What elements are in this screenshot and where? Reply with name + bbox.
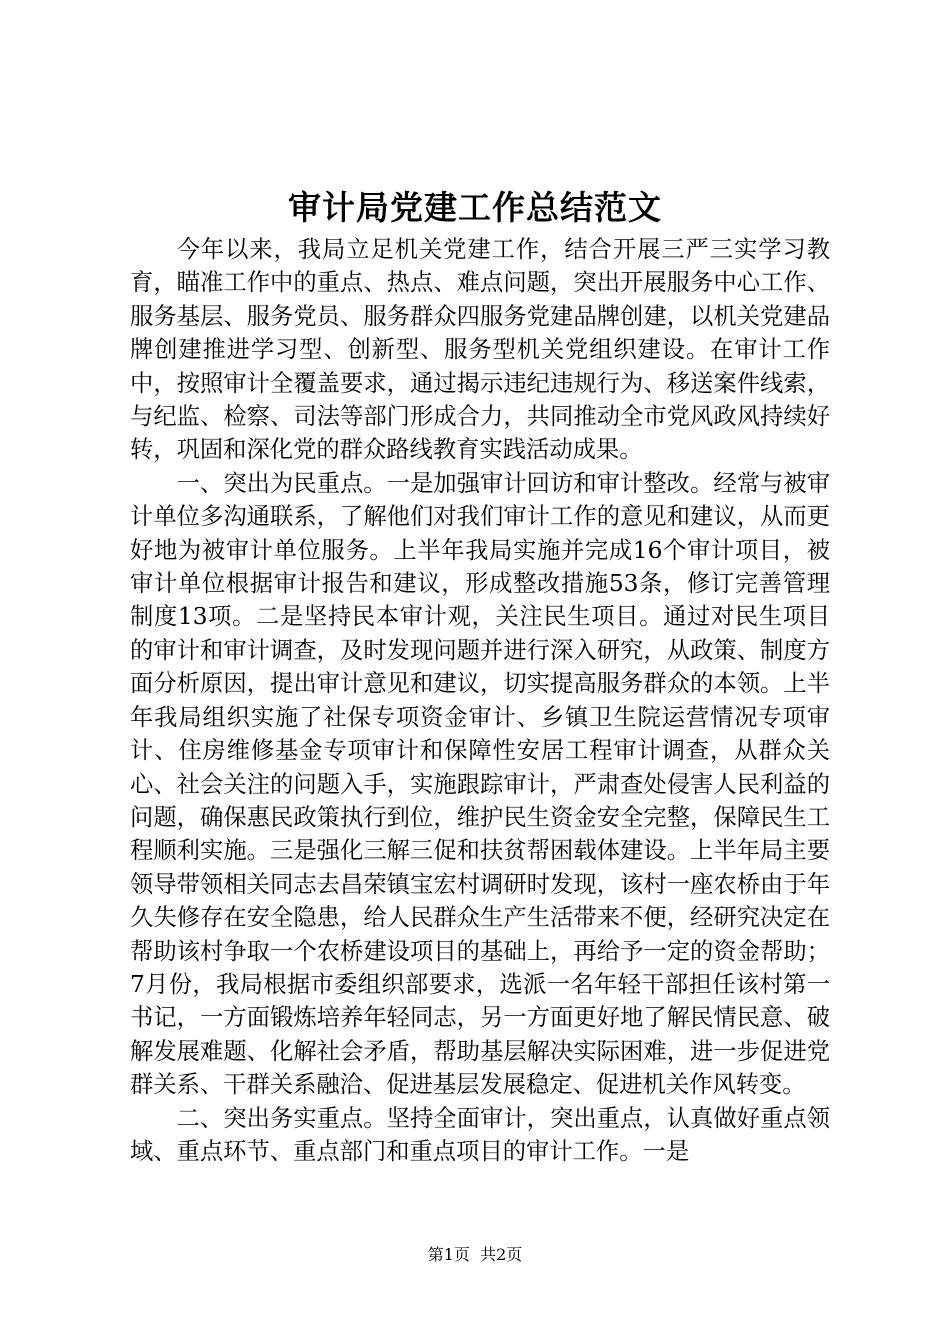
page-footer (0, 1244, 950, 1266)
paragraph-intro: 今年以来，我局立足机关党建工作，结合开展三严三实学习教育，瞄准工作中的重点、热点、难点问题，突出开展服务中心工作、服务基层、服务党员、服务群众四服务党建品牌创建，以机关党建品牌创建推进学习型、创新型、服务型机关党组织建设。在审计工作中，按照审计全覆盖要求，通过揭示违纪违规行为、移送案件线索，与纪监、检察、司法等部门形成合力，共同推动全市党风政风持续好转，巩固和深化党的群众路线教育实践活动成果。 (130, 236, 830, 464)
page-number: 第1页 共2页 (427, 1245, 523, 1264)
paragraph-section-2: 二、突出务实重点。坚持全面审计，突出重点，认真做好重点领域、重点环节、重点部门和重点项目的审计工作。一是 (130, 1104, 830, 1165)
paragraph-section-1: 一、突出为民重点。一是加强审计回访和审计整改。经常与被审计单位多沟通联系，了解他们对我们审计工作的意见和建议，从而更好地为被审计单位服务。上半年我局实施并完成16个审计项目，被审计单位根据审计报告和建议，形成整改措施53条，修订完善管理制度13项。二是坚持民本审计观，关注民生项目。通过对民生项目的审计和审计调查，及时发现问题并进行深入研究，从政策、制度方面分析原因，提出审计意见和建议，切实提高服务群众的本领。上半年我局组织实施了社保专项资金审计、乡镇卫生院运营情况专项审计、住房维修基金专项审计和保障性安居工程审计调查，从群众关心、社会关注的问题入手，实施跟踪审计，严肃查处侵害人民利益的问题，确保惠民政策执行到位，维护民生资金安全完整，保障民生工程顺利实施。三是强化三解三促和扶贫帮困载体建设。上半年局主要领导带领相关同志去昌荣镇宝宏村调研时发现，该村一座农桥由于年久失修存在安全隐患，给人民群众生产生活带来不便，经研究决定在帮助该村争取一个农桥建设项目的基础上，再给予一定的资金帮助；7月份，我局根据市委组织部要求，选派一名年轻干部担任该村第一书记，一方面锻炼培养年轻同志，另一方面更好地了解民情民意、破解发展难题、化解社会矛盾，帮助基层解决实际困难，进一步促进党群关系、干群关系融洽、促进基层发展稳定、促进机关作风转变。 (130, 469, 830, 1099)
document-title: 审计局党建工作总结范文 (288, 188, 662, 227)
document-body (130, 233, 830, 1168)
